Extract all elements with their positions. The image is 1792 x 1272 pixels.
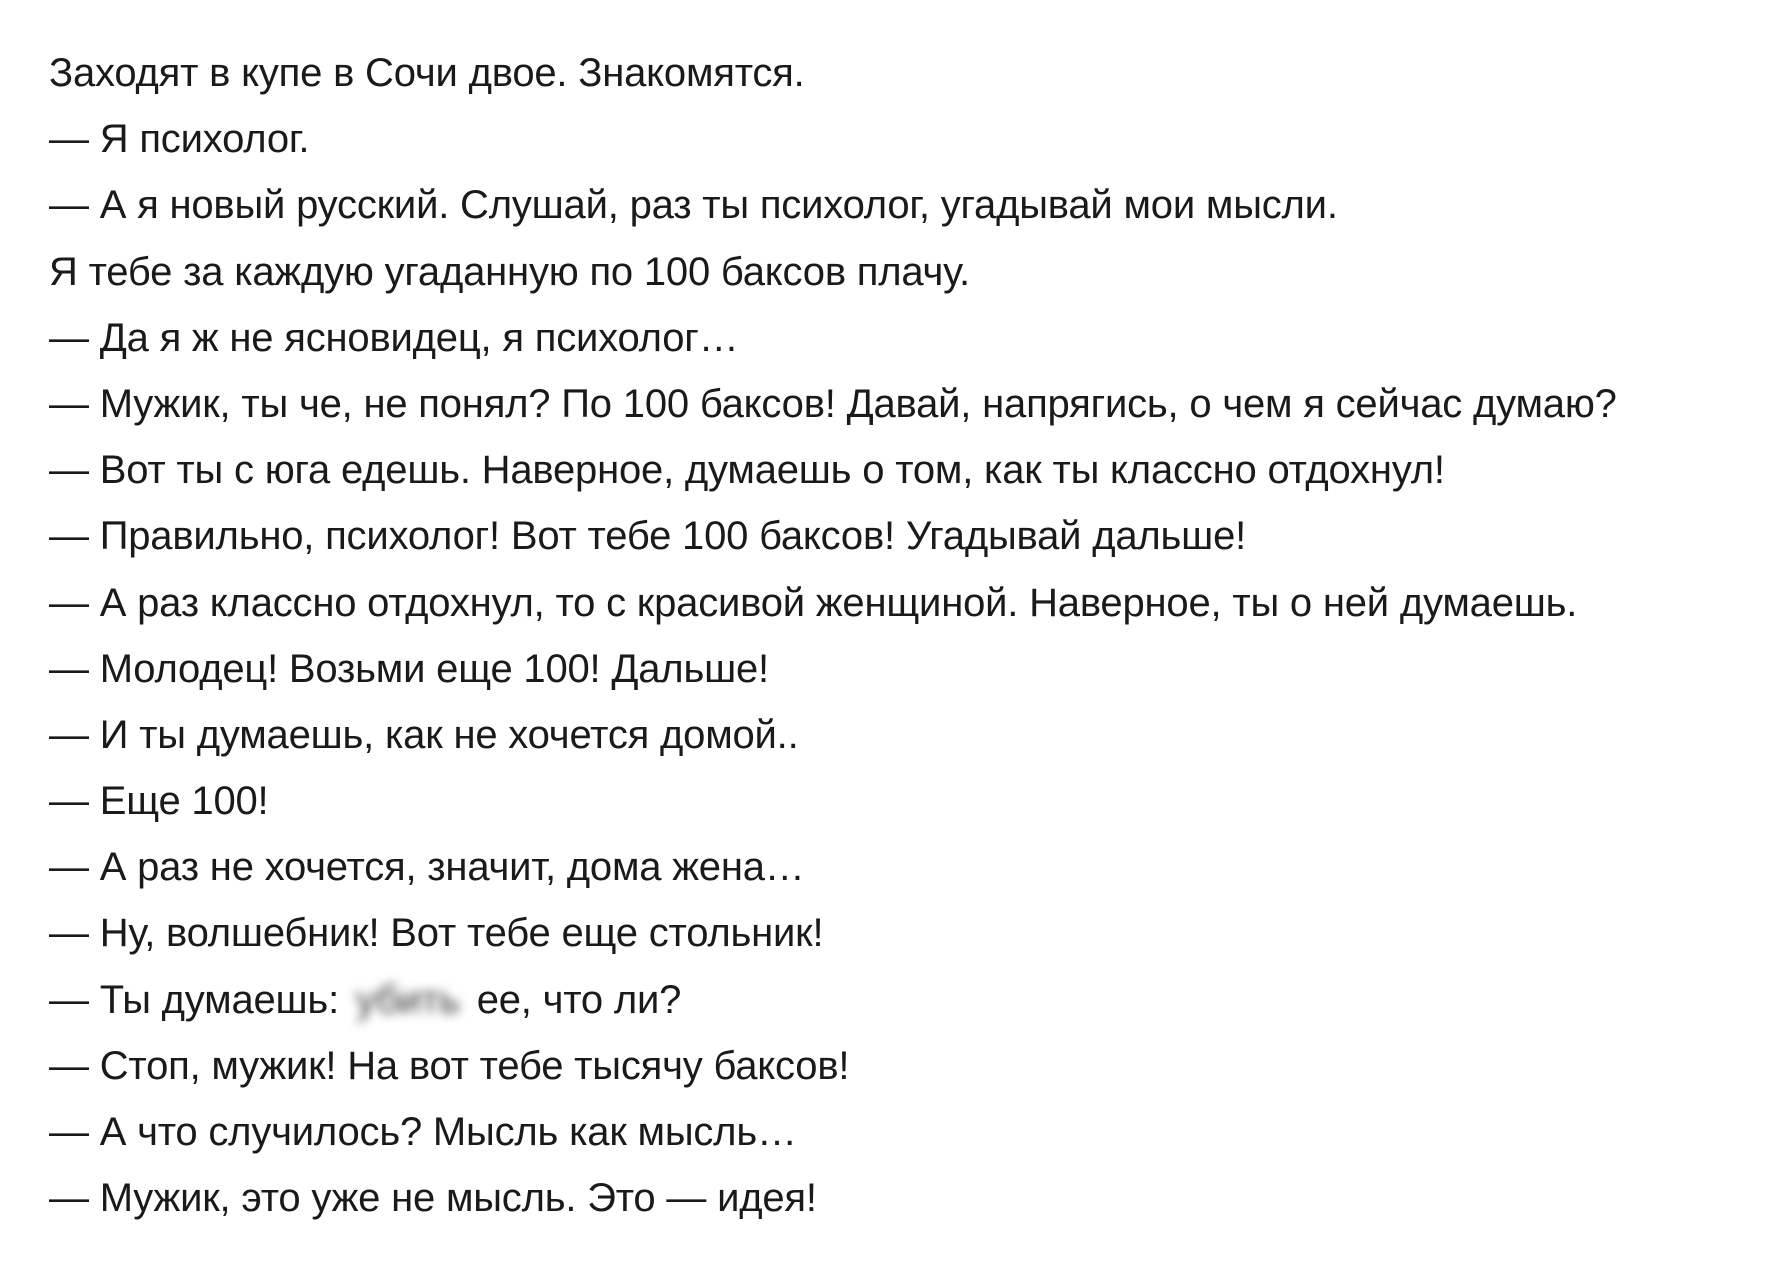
text-line-17: — А что случилось? Мысль как мысль… — [49, 1110, 797, 1154]
text-line-2: — Я психолог. — [49, 117, 310, 162]
text-line-10: — Молодец! Возьми еще 100! Дальше! — [49, 646, 769, 691]
text-line-1: Заходят в купе в Сочи двое. Знакомятся. — [49, 51, 805, 95]
censored-line-before: — Ты думаешь: — [49, 977, 350, 1022]
blurred-word: убить — [355, 977, 460, 1022]
text-line-11: — И ты думаешь, как не хочется домой.. — [49, 712, 799, 757]
text-line-14: — Ну, волшебник! Вот тебе еще стольник! — [49, 911, 824, 956]
joke-text — [49, 40, 1769, 1231]
text-line-5: — Да я ж не ясновидец, я психолог… — [49, 315, 739, 360]
text-line-3: — А я новый русский. Слушай, раз ты психолог, угадывай мои мысли. — [49, 183, 1338, 228]
censored-line-after: ее, что ли? — [465, 977, 682, 1022]
text-line-16: — Стоп, мужик! На вот тебе тысячу баксов! — [49, 1043, 850, 1088]
text-line-12: — Еще 100! — [49, 779, 269, 824]
text-line-9: — А раз классно отдохнул, то с красивой женщиной. Наверное, ты о ней думаешь. — [49, 580, 1578, 625]
text-line-13: — А раз не хочется, значит, дома жена… — [49, 845, 805, 890]
text-line-18: — Мужик, это уже не мысль. Это — идея! — [49, 1176, 817, 1221]
text-line-censored — [49, 967, 1769, 1033]
text-line-4: Я тебе за каждую угаданную по 100 баксов плачу. — [49, 249, 970, 294]
text-line-8: — Правильно, психолог! Вот тебе 100 баксов! Угадывай дальше! — [49, 514, 1247, 559]
text-line-6: — Мужик, ты че, не понял? По 100 баксов! Давай, напрягись, о чем я сейчас думаю? — [49, 381, 1617, 426]
text-line-7: — Вот ты с юга едешь. Наверное, думаешь о том, как ты классно отдохнул! — [49, 448, 1445, 493]
